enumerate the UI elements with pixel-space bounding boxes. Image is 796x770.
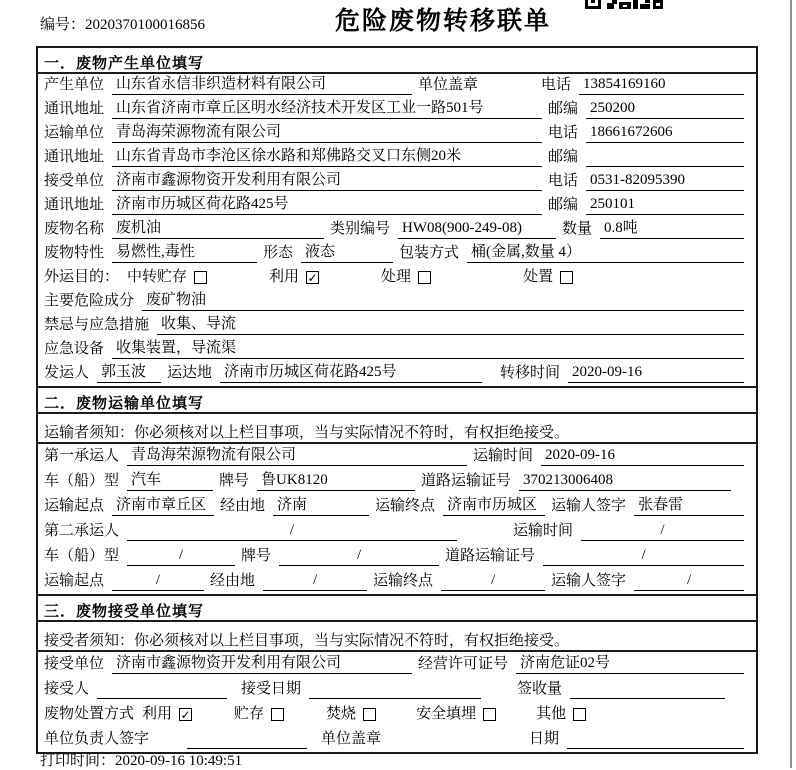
field-label: 电话 (541, 77, 572, 93)
field-label: 应急设备 (44, 341, 105, 357)
field-value: 郭玉波 (97, 363, 161, 383)
field-label: 运输人签字 (551, 573, 627, 589)
field-value: 易燃性,毒性 (112, 243, 257, 263)
checkbox-unchecked-icon (194, 271, 207, 284)
checkbox-group (381, 268, 431, 287)
field-label: 运达地 (167, 365, 213, 381)
checkbox-unchecked-icon (573, 708, 586, 721)
field-label: 运输终点 (375, 498, 436, 514)
field-value: 收集、导流 (157, 315, 744, 335)
field-label: 接受日期 (241, 681, 302, 697)
field-label: 形态 (263, 245, 294, 261)
checkbox-label: 安全填埋 (416, 706, 477, 722)
form-row (38, 194, 756, 218)
form-row (38, 122, 756, 146)
field-label: 经由地 (220, 498, 266, 514)
field-value: HW08(900-249-08) (398, 219, 556, 239)
field-label: 类别编号 (330, 221, 391, 237)
field-label: 通讯地址 (44, 101, 105, 117)
field-value: 收集装置，导流渠 (112, 339, 744, 359)
section-receiver-title: 三．废物接受单位填写 (38, 596, 756, 622)
field-label: 包装方式 (399, 245, 460, 261)
static-text: 单位负责人签字 (44, 731, 150, 747)
field-label: 运输终点 (373, 573, 434, 589)
field-label: 运输时间 (473, 448, 534, 464)
checkbox-unchecked-icon (363, 708, 376, 721)
field-value-blank (309, 698, 481, 699)
field-label: 接受单位 (44, 656, 105, 672)
field-value: 鲁UK8120 (257, 471, 415, 491)
form-row (38, 314, 756, 338)
form-row (38, 266, 756, 290)
field-value: 济南 (273, 496, 369, 516)
form-row (38, 170, 756, 194)
field-label: 运输起点 (44, 573, 105, 589)
field-value: 桶(金属,数量 4） (467, 243, 744, 263)
field-value: 山东省济南市章丘区明水经济技术开发区工业一路501号 (112, 99, 542, 119)
checkbox-label: 中转贮存 (127, 269, 188, 285)
checkbox-unchecked-icon (271, 708, 284, 721)
field-value: / (441, 571, 545, 591)
field-label: 牌号 (219, 473, 250, 489)
checkbox-label: 处置 (523, 269, 554, 285)
field-value: 青岛海荣源物流有限公司 (127, 446, 467, 466)
field-label: 电话 (548, 125, 579, 141)
doc-number-label: 编号： (40, 17, 86, 33)
checkbox-label: 贮存 (234, 706, 265, 722)
form-row (38, 469, 756, 494)
form-row (38, 218, 756, 242)
field-label: 车（船）型 (44, 548, 120, 564)
static-text: 废物处置方式 (44, 706, 135, 722)
field-value: 370213006408 (519, 471, 731, 491)
static-text: 日期 (529, 731, 560, 747)
field-value: / (263, 571, 367, 591)
field-label: 运输起点 (44, 498, 105, 514)
field-label: 运输单位 (44, 125, 105, 141)
form-row (38, 519, 756, 544)
checkbox-group (142, 705, 192, 724)
checkbox-group (326, 705, 376, 724)
print-time-value: 2020-09-16 10:49:51 (115, 753, 243, 769)
form-row (38, 652, 756, 677)
page-title: 危险废物转移联单 (334, 7, 551, 35)
field-value: 济南危证02号 (516, 654, 744, 674)
field-value: / (634, 571, 744, 591)
form-row (38, 702, 756, 727)
manifest-form (36, 46, 758, 754)
form-row (38, 242, 756, 266)
checkbox-group (523, 268, 573, 287)
field-label: 经由地 (210, 573, 256, 589)
section-producer-title: 一．废物产生单位填写 (38, 48, 756, 74)
field-label: 车（船）型 (44, 473, 120, 489)
checkbox-label: 利用 (142, 706, 173, 722)
field-value: 2020-09-16 (568, 363, 744, 383)
field-value: 济南市历城区荷花路425号 (112, 195, 542, 215)
field-label: 通讯地址 (44, 197, 105, 213)
field-value: 0531-82095390 (586, 171, 744, 191)
form-row (38, 98, 756, 122)
form-row (38, 338, 756, 362)
field-value: 山东省永信非织造材料有限公司 (112, 75, 412, 95)
field-label: 接受单位 (44, 173, 105, 189)
form-row (38, 290, 756, 314)
field-value: / (543, 546, 744, 566)
checkbox-label: 处理 (381, 269, 412, 285)
field-value: 18661672606 (586, 123, 744, 143)
field-label: 签收量 (517, 681, 563, 697)
transporter-notice: 运输者须知：你必须核对以上栏目事项，当与实际情况不符时，有权拒绝接受。 (38, 414, 756, 444)
checkbox-group (269, 268, 319, 287)
field-label: 接受人 (44, 681, 90, 697)
field-label: 邮编 (548, 149, 579, 165)
section-receiver-rows (38, 652, 756, 752)
field-value-blank (97, 698, 227, 699)
field-label: 通讯地址 (44, 149, 105, 165)
form-row (38, 677, 756, 702)
doc-number-value: 2020370100016856 (85, 17, 206, 33)
page-edge-line (790, 0, 792, 768)
field-value: 250101 (586, 195, 744, 215)
field-label: 经营许可证号 (418, 656, 509, 672)
section-receiver (36, 594, 758, 754)
checkbox-checked-icon: ✓ (180, 708, 191, 722)
field-label: 转移时间 (500, 365, 561, 381)
field-value: 济南市鑫源物资开发利用有限公司 (112, 171, 542, 191)
field-value: 2020-09-16 (541, 446, 744, 466)
field-value: / (127, 521, 457, 541)
qr-code-fragment-icon (585, 0, 663, 9)
field-value: 张春雷 (634, 496, 744, 516)
field-value-blank (586, 166, 744, 167)
field-label: 数量 (562, 221, 593, 237)
checkbox-group (127, 268, 207, 287)
field-value: 济南市历城区荷花路425号 (220, 363, 482, 383)
field-value: / (581, 521, 744, 541)
field-label: 电话 (548, 173, 579, 189)
field-value-blank (567, 748, 744, 749)
field-value: 废机油 (112, 219, 324, 239)
field-value: / (127, 546, 235, 566)
checkbox-checked-icon: ✓ (307, 271, 318, 285)
field-value: 济南市章丘区 (112, 496, 214, 516)
field-label: 道路运输证号 (445, 548, 536, 564)
field-label: 运输人签字 (551, 498, 627, 514)
print-time (40, 749, 242, 770)
field-value: 济南市鑫源物资开发利用有限公司 (112, 654, 412, 674)
field-value: 济南市历城区 (443, 496, 545, 516)
checkbox-group (416, 705, 496, 724)
field-value: 青岛海荣源物流有限公司 (112, 123, 542, 143)
section-transporter-rows (38, 444, 756, 594)
field-value: 250200 (586, 99, 744, 119)
field-label: 发运人 (44, 365, 90, 381)
field-value: 0.8吨 (600, 219, 744, 239)
field-label: 道路运输证号 (421, 473, 512, 489)
checkbox-label: 其他 (536, 706, 567, 722)
field-value: 废矿物油 (142, 291, 744, 311)
print-time-label: 打印时间： (40, 753, 116, 769)
static-text: 单位盖章 (418, 77, 479, 93)
form-row (38, 146, 756, 170)
static-text: 单位盖章 (321, 731, 382, 747)
form-row (38, 362, 756, 386)
section-producer-rows (38, 74, 756, 386)
field-label: 禁忌与应急措施 (44, 317, 150, 333)
field-label: 废物特性 (44, 245, 105, 261)
field-value: 液态 (301, 243, 393, 263)
field-value: 汽车 (127, 471, 213, 491)
field-label: 邮编 (548, 101, 579, 117)
field-value: / (112, 571, 204, 591)
field-label: 第二承运人 (44, 523, 120, 539)
checkbox-group (536, 705, 586, 724)
field-value: 山东省青岛市李沧区徐水路和郑佛路交叉口东侧20米 (112, 147, 542, 167)
receiver-notice: 接受者须知：你必须核对以上栏目事项，当与实际情况不符时，有权拒绝接受。 (38, 622, 756, 652)
field-label: 第一承运人 (44, 448, 120, 464)
form-row (38, 494, 756, 519)
section-transporter (36, 386, 758, 596)
static-text: 外运目的： (44, 269, 120, 285)
field-value-blank (570, 698, 725, 699)
field-label: 邮编 (548, 197, 579, 213)
form-row (38, 74, 756, 98)
section-transporter-title: 二．废物运输单位填写 (38, 388, 756, 414)
checkbox-unchecked-icon (560, 271, 573, 284)
checkbox-label: 利用 (269, 269, 300, 285)
field-label: 废物名称 (44, 221, 105, 237)
form-row (38, 544, 756, 569)
field-label: 产生单位 (44, 77, 105, 93)
field-value: 13854169160 (579, 75, 744, 95)
form-row (38, 569, 756, 594)
checkbox-group (234, 705, 284, 724)
form-row (38, 444, 756, 469)
checkbox-unchecked-icon (483, 708, 496, 721)
section-producer (36, 46, 758, 388)
field-value: / (279, 546, 439, 566)
field-label: 牌号 (241, 548, 272, 564)
field-label: 运输时间 (513, 523, 574, 539)
checkbox-label: 焚烧 (326, 706, 357, 722)
field-label: 主要危险成分 (44, 293, 135, 309)
checkbox-unchecked-icon (418, 271, 431, 284)
